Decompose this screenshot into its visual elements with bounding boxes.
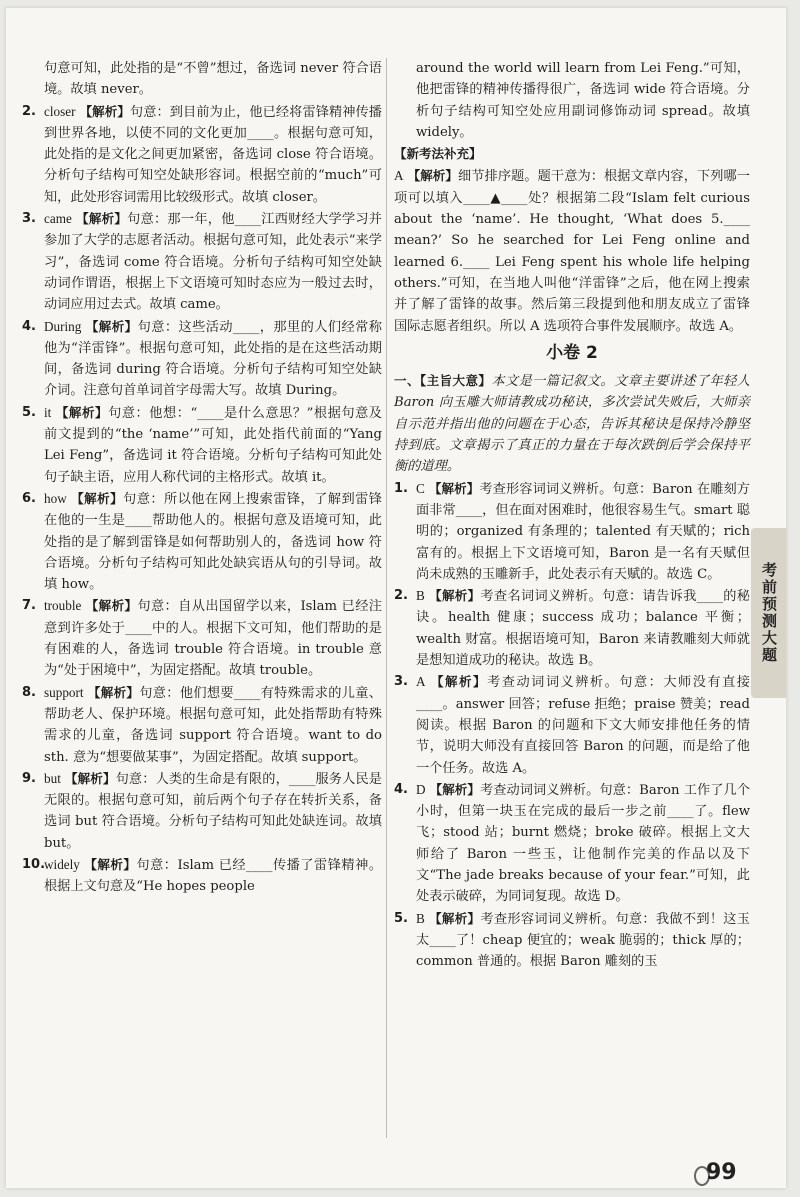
item-number: 8. [22, 684, 36, 700]
item-text: 句意：人类的生命是有限的，____服务人民是无限的。根据句意可知，前后两个句子存在转折关系，备选词 but 符合语境。分析句子结构可知此处缺连词。故填 but。 [44, 771, 382, 851]
item-text: 句意：Islam 已经____传播了雷锋精神。根据上文句意及“He hopes people [44, 857, 382, 895]
item-tag: 【解析】 [85, 598, 138, 614]
item-answer: C [416, 480, 425, 496]
item-answer: B [416, 588, 425, 604]
new-exam-answer: A [394, 168, 404, 184]
new-exam-header: 【新考法补充】 [394, 146, 482, 162]
left-column [22, 58, 382, 898]
item-number: 3. [22, 211, 36, 227]
item-number: 2. [22, 103, 36, 119]
item-tag: 【解析】 [87, 684, 140, 700]
item-tag: 【解析】 [64, 770, 116, 786]
item-tag: 【解析】 [428, 910, 481, 926]
item-text: 句意：这些活动____，那里的人们经常称他为“洋雷锋”。根据句意可知，此处指的是在这些活动期间，备选词 during 符合语境。分析句子结构可知空处缺介词。注意句首单词首字母需大写。故填 During。 [44, 319, 382, 399]
list-item [22, 208, 382, 315]
item-text: 句意：他想：“____是什么意思？”根据句意及前文提到的“the ‘name’”可知，此处指代前面的“Yang Lei Feng”，备选词 it 符合语境。分析句子结构可知此处句子缺主语，应用人称代词的主格形式。故填 it。 [44, 405, 382, 485]
right-item-list [394, 478, 750, 973]
item-answer: but [44, 770, 61, 786]
item-number: 5. [22, 404, 36, 420]
list-item [22, 768, 382, 854]
item-tag: 【解析】 [83, 856, 137, 872]
summary-paragraph [394, 370, 750, 477]
item-number: 4. [394, 781, 408, 797]
item-answer: A [416, 674, 426, 690]
item-number: 1. [394, 480, 408, 496]
item-tag: 【解析】 [429, 674, 488, 690]
item-answer: D [416, 781, 426, 797]
item-tag: 【解析】 [428, 480, 480, 496]
item-number: 6. [22, 490, 36, 506]
item-answer: trouble [44, 598, 82, 614]
item-number: 9. [22, 770, 36, 786]
item-text: 句意：到目前为止，他已经将雷锋精神传播到世界各地，以使不同的文化更加____。根据句意可知，此处指的是文化之间更加紧密，备选词 close 符合语境。分析句子结构可知空处缺形容词。根据空前的“much”可知，此处形容词需用比较级形式。故填 closer。 [44, 104, 382, 205]
item-number: 2. [394, 588, 408, 604]
item-text: 句意：他们想要____有特殊需求的儿童、帮助老人、保护环境。根据句意可知，此处指帮助有特殊需求的儿童，备选词 support 符合语境。want to do sth. 意为“想要做某事”，为固定搭配。故填 support。 [44, 685, 382, 765]
item-tag: 【解析】 [70, 490, 124, 506]
list-item [394, 779, 750, 908]
list-item [22, 58, 382, 101]
page [6, 8, 786, 1188]
item-answer: support [44, 684, 84, 700]
item-text: 考查形容词词义辨析。句意：我做不到！这玉太____了！cheap 便宜的；weak 脆弱的；thick 厚的；common 普通的。根据 Baron 雕刻的玉 [416, 911, 750, 970]
item-answer: closer [44, 103, 76, 119]
item-answer: how [44, 490, 67, 506]
item-text: 考查动词词义辨析。句意：Baron 工作了几个小时，但第一块玉在完成的最后一步之前____了。flew 飞；stood 站；burnt 燃烧；broke 破碎。根据上文大师给了 Baron 一些玉，让他制作完美的作品以及下文“The jade breaks because of your fear.”可知，此处表示破碎，为同词复现。故选 D。 [416, 782, 750, 905]
summary-label: 一、【主旨大意】 [394, 373, 492, 389]
item-tag: 【解析】 [85, 318, 138, 334]
item-number: 3. [394, 674, 408, 690]
list-item [394, 478, 750, 585]
side-tab: 考前预测大题 [751, 528, 786, 698]
list-item [22, 682, 382, 768]
list-item [22, 402, 382, 488]
item-text: 句意：那一年，他____江西财经大学学习并参加了大学的志愿者活动。根据句意可知，此处表示“来学习”，备选词 come 符合语境。分析句子结构可知空处缺动词作谓语，根据上下文语境可知时态应为一般过去时，动词应用过去式。故填 came。 [44, 212, 382, 313]
item-text: 句意：自从出国留学以来，Islam 已经注意到许多处于____中的人。根据下文可知，他们帮助的是有困难的人，备选词 trouble 符合语境。in trouble 意为“处于困境中”，为固定搭配。故填 trouble。 [44, 599, 382, 679]
item-answer: it [44, 404, 52, 420]
item-number: 4. [22, 318, 36, 334]
item-text: 考查动词词义辨析。句意：大师没有直接____。answer 回答；refuse 拒绝；praise 赞美；read 阅读。根据 Baron 的问题和下文大师安排他任务的情节，说明大师没有直接回答 Baron 的问题，而是给了他一个任务。故选 A。 [416, 675, 750, 776]
item-tag: 【解析】 [75, 211, 128, 227]
right-column [394, 58, 750, 972]
item-number: 7. [22, 598, 36, 614]
item-text: 考查名词词义辨析。句意：请告诉我____的秘诀。health 健康；success 成功；balance 平衡；wealth 财富。根据语境可知，Baron 来请教雕刻大师就是想知道成功的秘诀。故选 B。 [416, 589, 750, 669]
new-exam-tag: 【解析】 [407, 168, 458, 184]
new-exam-text: 细节排序题。题干意为：根据文章内容，下列哪一项可以填入____▲____处？根据第二段“Islam felt curious about the ‘name’. He thought, ‘What does 5.____ mean?’ So he searched for Lei Feng online and learned 6.____ Lei Feng spent his whole life helping others.”可知，在当地人叫他“洋雷锋”之后，他在网上搜索并了解了雷锋的故事。然后第三段提到他和朋友成立了雷锋国际志愿者组织。所以 A 选项符合事件发展顺序。故选 A。 [394, 169, 750, 334]
list-item [394, 671, 750, 778]
item-text: 考查形容词词义辨析。句意：Baron 在雕刻方面非常____，但在面对困难时，他很容易生气。smart 聪明的；organized 有条理的；talented 有天赋的；rich 富有的。根据上下文语境可知，Baron 是一名有天赋但尚未成熟的玉雕新手，此处表示有天赋的。故选 C。 [416, 481, 750, 582]
list-item [394, 585, 750, 671]
item-answer: widely [44, 856, 80, 872]
item-answer: came [44, 211, 72, 227]
list-item [22, 101, 382, 208]
right-intro-continuation: around the world will learn from Lei Feng.”可知，他把雷锋的精神传播得很广，备选词 wide 符合语境。分析句子结构可知空处应用副词修饰动词 spread。故填 widely。 [416, 61, 750, 140]
page-number: 99 [706, 1160, 737, 1185]
item-answer: During [44, 318, 82, 334]
item-number: 10. [22, 856, 46, 872]
item-answer: B [416, 910, 425, 926]
list-item [22, 595, 382, 681]
item-tag: 【解析】 [55, 404, 109, 420]
item-tag: 【解析】 [79, 103, 130, 119]
section-title: 小卷 2 [546, 342, 598, 363]
list-item [22, 488, 382, 595]
item-text: 句意：所以他在网上搜索雷锋，了解到雷锋在他的一生是____帮助他人的。根据句意及语境可知，此处指的是了解到雷锋是如何帮助别人的，备选词 how 符合语境。分析句子结构可知此处缺宾语从句的引导词。故填 how。 [44, 491, 382, 593]
new-exam-section [394, 143, 750, 337]
column-divider [386, 58, 387, 1138]
item-tag: 【解析】 [429, 781, 480, 797]
list-item [22, 316, 382, 402]
item-tag: 【解析】 [428, 588, 481, 604]
item-text: 句意可知，此处指的是“不曾”想过，备选词 never 符合语境。故填 never。 [44, 61, 382, 98]
summary-text: 本文是一篇记叙文。文章主要讲述了年轻人 Baron 向玉雕大师请教成功秘诀，多次尝试失败后，大师亲自示范并指出他的问题在于心态，告诉其秘诀是保持冷静坚持到底。文章揭示了真正的力量在于每次跌倒后学会保持平衡的道理。 [394, 374, 750, 475]
list-item [394, 908, 750, 973]
item-number: 5. [394, 910, 408, 926]
list-item [22, 854, 382, 898]
